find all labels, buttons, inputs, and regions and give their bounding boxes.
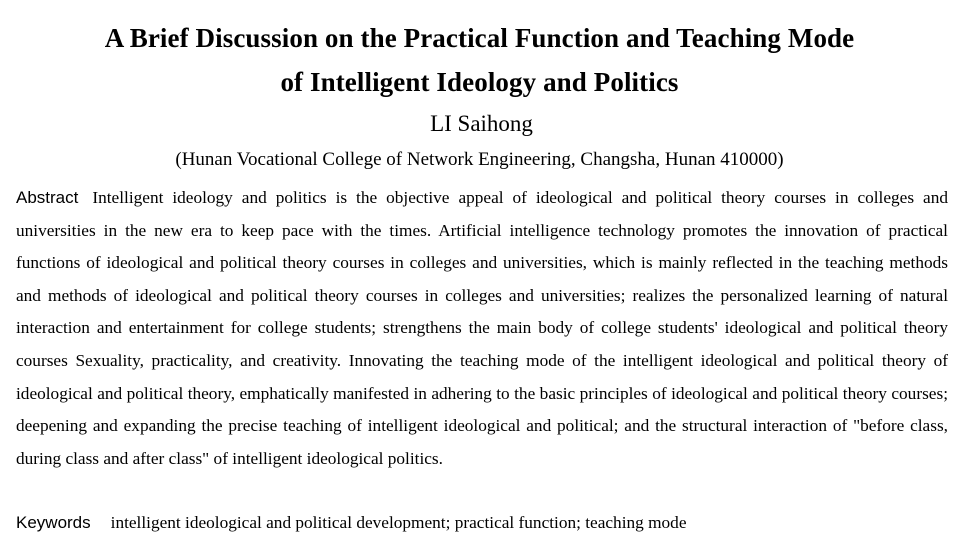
- keywords-section: [16, 509, 948, 537]
- abstract-section: [16, 182, 948, 475]
- keywords-label: Keywords: [16, 513, 91, 532]
- paper-title-line-1: A Brief Discussion on the Practical Function and Teaching Mode: [104, 23, 855, 53]
- author-affiliation: (Hunan Vocational College of Network Engineering, Changsha, Hunan 410000): [175, 149, 784, 170]
- abstract-text: Intelligent ideology and politics is the objective appeal of ideological and political theory courses in colleges and universities in the new era to keep pace with the times. Artificial intelligence technology promotes the innovation of practical functions of ideological and political theory courses in colleges and universities, which is mainly reflected in the teaching methods and methods of ideological and political theory courses in colleges and universities; realizes the personalized learning of natural interaction and entertainment for college students; strengthens the main body of college students' ideological and political theory courses Sexuality, practicality, and creativity. Innovating the teaching mode of the intelligent ideological and political theory of ideological and political theory, emphatically manifested in adhering to the basic principles of ideological and political theory courses; deepening and expanding the precise teaching of intelligent ideological and political; and the structural interaction of "before class, during class and after class" of intelligent ideological politics.: [16, 188, 948, 468]
- abstract-label: Abstract: [16, 188, 79, 207]
- paper-title-line-2: of Intelligent Ideology and Politics: [280, 67, 679, 97]
- keywords-text: intelligent ideological and political development; practical function; teaching mode: [110, 513, 687, 532]
- author-name: LI Saihong: [430, 111, 533, 136]
